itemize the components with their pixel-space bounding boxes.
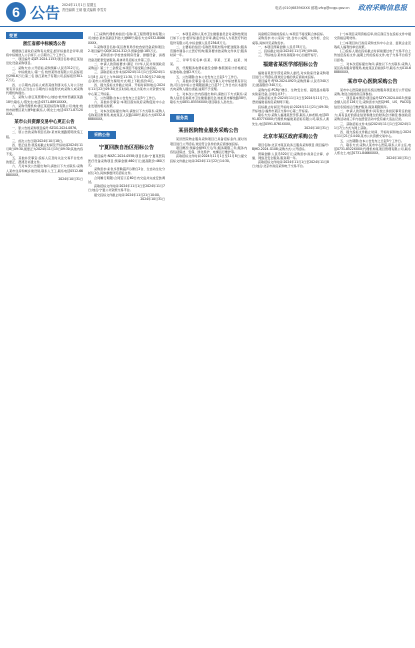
- notice-title: 北京市某区政府采购公告: [262, 134, 318, 140]
- paragraph: 二、投标截止时间:2024年11月19日09:00。: [258, 49, 320, 53]
- paragraph: 福建省某医学部受采购人委托,对实验室设备采购项目进行公开招标,现欢迎合格的供应商前来投标。: [252, 70, 329, 79]
- section-label: 采购公告: [88, 131, 116, 139]
- notice-title: 宁夏回族自治区招标公告: [98, 145, 154, 152]
- notice-body: [6, 126, 83, 177]
- paragraph: 二、原公告的采购项目名称:某市政道路照明改造工程。: [6, 130, 83, 139]
- paragraph: 三、评审专家名单:张某、李某、王某、赵某、刘某。: [170, 57, 247, 66]
- notice-body: [88, 154, 165, 197]
- notice-body: [88, 32, 165, 121]
- paragraph: 四、提交投标文件截止时间、开标时间和地点:2024年11月21日14:00,某市公共资源交易中心。: [334, 130, 411, 139]
- column-3: [170, 32, 247, 640]
- paragraph: 六、其他补充事宜:各有关当事人对中标结果有异议的,可以在中标公告期限届满之日起7个工作日内以书面形式向采购人提出质疑,逾期不予受理。: [170, 78, 247, 92]
- notice-body: [334, 88, 411, 156]
- notice-body: [252, 143, 329, 169]
- paragraph: 五、采购人:浙江某管理中心;地址:杭州市西湖区某路18号;联系人:陈先生;电话:0571-8891XXXX。: [6, 95, 83, 104]
- paragraph: 项目概况:预算金额95万元/年;服务期限三年;服务内容包括保洁、安保、绿化养护、电梯运行维护等。: [170, 145, 247, 154]
- paragraph: 三、首次公告日期:2024年10月18日。: [12, 138, 66, 143]
- paragraph: 项目名称:北京市某区政务云服务采购项目;项目编号:BJHD-2024-G108;采购方式:公开招标。: [252, 143, 329, 152]
- header-meta: [62, 3, 106, 13]
- paragraph: 提交投标文件截止时间:2024年11月21日10:00。: [94, 192, 162, 197]
- column-4: [252, 32, 329, 640]
- paragraph: 获取招标文件:2024年11月1日至2024年11月7日,登录福建省政府采购网下载。: [252, 96, 329, 105]
- paragraph: 一、采购需求:学校食堂厨房设备、排烟设备、消毒设备及配套安装服务,具体详见招标文件第三章。: [88, 53, 165, 62]
- paragraph: 采购需求:办公家具一批,含办公桌椅、文件柜、会议桌等,具体详见采购需求。: [252, 36, 329, 45]
- paragraph: 二、采购方式:公开招标;采购预算:人民币312万元。: [12, 65, 82, 70]
- paragraph: 联系方式:采购人福建某医学部,联系人林老师,电话0591-8377XXXX;代理机构福建某招标有限公司,联系人黄先生,电话0591-8761XXXX。: [252, 113, 329, 126]
- paragraph: 1.采购项目名称:某区教育局学校食堂设备采购项目;2.项目编号:QDJY-2024-312;3.预算金额:185万元。: [88, 44, 165, 53]
- paragraph: 具备相应资格的投标人:本项目不接受联合体投标。: [258, 32, 327, 36]
- paragraph: 四、提交投标文件截止时间、开标时间和地点:2024年11月22日09:30(北京时间),地点为某市公共资源交易中心第三开标室。: [88, 83, 165, 96]
- paragraph: 一、项目基本情况:项目编号SZYY-2024-0415;预算金额人民币126万元;采购需求为医院HIS、LIS、PACS等信息系统的运行维护服务,服务期限两年。: [334, 96, 411, 109]
- section-label: 服务类: [170, 114, 194, 122]
- notice-body: [252, 71, 329, 126]
- column-1: [6, 32, 83, 640]
- paragraph: 二、申请人的资格要求:具有独立承担民事责任的能力;具有良好的商业信誉和健全的财务会计制度;参加政府采购活动前三年内在经营活动中没有重大违法记录。: [334, 108, 411, 122]
- column-2: [88, 32, 165, 640]
- notice-title: 某市中心医院采购公告: [347, 78, 398, 85]
- notice-date: 2024年10月31日: [58, 177, 83, 181]
- paragraph: 某县医院物业服务采购项目已具备招标条件,现对该项目进行公开招标,欢迎符合条件的供应商参加投标。: [170, 137, 247, 146]
- paragraph: 投标截止时间及开标时间:2024年11月21日09:30;开标地点:福州市某区交易中心第二开标室。: [252, 104, 329, 113]
- paragraph: 三、获取招标文件:时间2024年11月1日至2024年11月7日;方式为网上获取。: [334, 121, 411, 130]
- paragraph: 一、本项目采购人某市卫生健康委员会对采购结果进行如下公告:经评标委员会评审,确定中标人为某医疗科技股份有限公司,中标金额人民币236.8万元。: [170, 32, 247, 45]
- notice-body: [252, 32, 329, 58]
- notice-date: 2024年10月31日: [386, 155, 411, 160]
- paragraph: 一、原公告的采购项目编号:SZGG-2024-0876。: [12, 126, 80, 130]
- paragraph: (三)采购代理机构信息:名称:某工程管理咨询有限公司;地址:某市高新区科技大道66号;联系方式:0532-8066XXXX。: [88, 32, 165, 45]
- paragraph: 三、获取招标文件:时间2024年11月1日至2024年11月8日,每天上午9:00至11:30,下午13:30至17:00;地点:某市公共资源交易网;方式:网上下载;售价:0元。: [88, 70, 165, 83]
- paragraph: 合同履行期限:合同签订后60日内交货并完成安装调试。: [88, 175, 165, 184]
- column-5: [334, 32, 411, 640]
- paragraph: (一)本项目采用资格后审,供应商应当在投标文件中提交资格证明材料。: [334, 32, 411, 41]
- paragraph: 五、公告期限:自本公告发布之日起1个工作日。: [176, 74, 240, 79]
- paragraph: 二、申请人的资格要求:满足《中华人民共和国政府采购法》第二十二条规定;本项目不接受联合体投标。: [88, 61, 165, 70]
- paragraph: 根据浙江省政府采购有关规定,经评标委员会评审,现将中标候选人公示如下,公示期为三个工作日。: [6, 48, 83, 57]
- paragraph: 获取招标文件时间:2024年11月1日至2024年11月8日;地点:北京市政府采购电子交易平台。: [252, 160, 329, 169]
- paragraph: 二、主要标的信息:名称医用耗材集中配送服务;服务范围市属各公立医疗机构;服务要求按采购文件执行;服务时间一年。: [170, 44, 247, 58]
- notice-body: [170, 32, 247, 104]
- paragraph: 六、凡对本次公告提出询问,请按以下方式联系:采购人某市住房和城乡建设局,联系人王工,联系电话0512-6688XXXX。: [6, 164, 83, 177]
- notice-title: 某县医院物业服务采购公告: [178, 128, 239, 135]
- paragraph: 五、其他补充事宜:投标人应及时关注交易平台发布的更正、澄清及补遗文件。: [6, 155, 83, 164]
- paragraph: 三、中标候选人:第一名 杭州某科技有限公司,投标报价298.6万元;第二名 浙江某电子有限公司,投标报价301.2万元。: [6, 69, 83, 83]
- paragraph: 六、采购代理机构:浙江某招标咨询有限公司;地址:杭州市拱墅区某大厦9楼;联系人:周女士;电话:0571-8712XXXX。: [6, 103, 83, 117]
- paragraph: 五、公告期限:自本公告发布之日起5个工作日。: [94, 95, 158, 100]
- paragraph: 四、公示期内,投标人或者其他利害关系人对公示结果有异议的,应当在公示期内以书面形式向采购人或采购代理机构提出。: [6, 82, 83, 95]
- paragraph: 一、本项目预算金额:人民币78万元。: [258, 44, 309, 49]
- paragraph: 四、代理服务收费标准及金额:参照国家计价格规定标准收取,金额2.9万元。: [170, 66, 247, 75]
- paragraph: 项目编号:FJYX-2024-0923;采购预算:人民币340万元;最高限价:340万元。: [252, 79, 329, 88]
- paragraph: 获取招标文件时间:2024年11月1日至11月8日;提交投标文件截止时间:2024年11月22日14:30。: [170, 154, 247, 163]
- section-title: 公告: [30, 5, 61, 22]
- paragraph: 二、对本次招标提出询问,请按以下方式联系:采购人某区政务服务管理局,地址某区府前街1号,联系方式010-6888XXXX。: [334, 61, 411, 75]
- notice-title: 某市公共资源交易中心更正公告: [14, 118, 75, 124]
- paragraph: 六、其他补充事宜:本项目落实政府采购促进中小企业发展的相关政策。: [88, 100, 165, 109]
- paragraph: 项目编号:NXZC-2024-0558;项目名称:宁夏某医院医疗设备采购项目;预算金额:460万元;最高限价:460万元。: [88, 154, 165, 167]
- header-editors: 责任编辑 王硕 版式编辑 李雪芳: [62, 8, 107, 12]
- paragraph: 七、对本次公告内容提出询问,请按以下方式联系:采购人信息名称某市卫生健康委员会,地址某市解放路58号,联系方式0851-8555XXXX;项目联系人孙先生。: [170, 91, 247, 104]
- notice-title: 浙江省部中标候选公告: [23, 41, 66, 46]
- paragraph: 五、公告期限:自本公告发布之日起5个工作日。: [340, 138, 404, 143]
- paragraph: 预算金额:人民币520万元;采购需求:政务云计算、存储、网络及安全服务,服务期一年。: [252, 151, 329, 160]
- masthead-logo: 政府采购信息报: [358, 3, 407, 12]
- paragraph: (三)投标人须在投标截止时间前通过电子交易平台上传加密投标文件,逾期上传的投标文件,电子交易平台将予以拒收。: [334, 49, 411, 62]
- paragraph: (二)本项目执行政府采购支持中小企业、监狱企业及残疾人福利性单位政策。: [334, 40, 411, 49]
- paragraph: 采购需求:彩色多普勒超声诊断仪2台、全自动生化分析仪1台,具体参数详见招标文件。: [88, 167, 165, 176]
- paragraph: 获取招标文件时间:2024年11月1日至2024年11月7日;地点:宁夏公共资源交易平台。: [88, 184, 165, 193]
- notice-body: [334, 32, 411, 75]
- paragraph: 七、对本次招标提出询问,请按以下方式联系:采购人名称某区教育局,地址某区人民路100号,联系方式0532-8888XXXX。: [88, 108, 165, 121]
- paragraph: 采购内容:PCR扩增仪、生物安全柜、超低温冰箱等实验室设备,合同包共3个。: [252, 87, 329, 96]
- paragraph: 一、项目编号:ZJZF-2024-1153;项目名称:浙江某信息化设备采购项目。: [6, 57, 83, 66]
- notice-body: [170, 137, 247, 163]
- paragraph: 六、联系方式:采购人某市中心医院,联系人许主任,电话0731-8522XXXX;代理机构某项目管理有限公司,联系人郑女士,电话0731-8466XXXX。: [334, 142, 411, 156]
- paragraph: 某市中心医院就信息系统运维服务项目进行公开招标采购,欢迎合格的供应商参加。: [334, 87, 411, 96]
- notice-body: [6, 49, 83, 117]
- paragraph: 四、更正信息:原投标截止时间及开标时间2024年11月8日09:30,现更正为2024年11月15日09:30;其他内容不变。: [6, 143, 83, 156]
- header-contact: 电话:(010)6839XXXX 邮箱:zfcg@ccgp.gov.cn: [275, 6, 350, 10]
- page-header: [0, 0, 415, 27]
- section-label: 变更: [6, 32, 83, 39]
- page-number: 6: [6, 2, 26, 22]
- notice-title: 福建省某医学部招标公告: [262, 61, 318, 68]
- notice-date: 2024年10月31日: [304, 125, 329, 130]
- header-date: 2024年11月1日 星期五: [62, 3, 97, 7]
- notice-date: 2024年10月31日: [140, 196, 165, 201]
- paragraph: 三、开标地点:某市政务服务中心四楼开标厅。: [258, 53, 320, 58]
